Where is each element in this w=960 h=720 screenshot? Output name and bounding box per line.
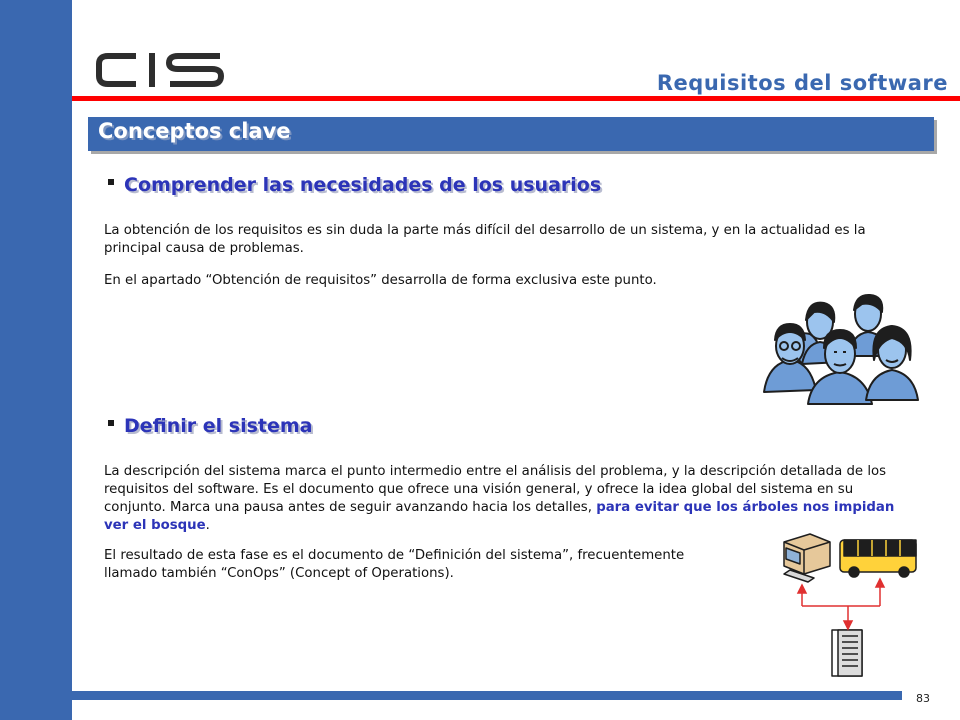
topic-heading-text: Comprender las necesidades de los usuarios: [124, 174, 602, 196]
paragraph-end: .: [205, 518, 210, 533]
section-banner: [88, 117, 934, 151]
paragraph-text: La descripción del sistema marca el punto intermedio entre el análisis del problema, y la descripción detallada de los requisitos del software. Es el documento que ofrece una visión general, y ofrece la idea global del sistema en su conjunto. Marca una pausa antes de seguir avanzando hacia los detalles,: [104, 464, 887, 515]
topic-heading-system: [108, 415, 313, 437]
section-title: Conceptos clave: [98, 119, 291, 143]
topic-paragraph: La obtención de los requisitos es sin duda la parte más difícil del desarrollo de un sistema, y en la actualidad es la principal causa de problemas.: [104, 223, 866, 256]
cis-logo: [94, 50, 226, 92]
connector-lines: [798, 579, 884, 629]
paragraph-emphasis: para evitar que los árboles nos impidan ver el bosque: [104, 500, 895, 533]
bullet-icon: [108, 420, 114, 426]
footer-bar: [72, 691, 902, 700]
page-number: 83: [916, 692, 930, 705]
computer-icon: [784, 534, 830, 582]
group-of-people-icon: [762, 290, 922, 406]
topic-paragraph: En el apartado “Obtención de requisitos” desarrolla de forma exclusiva este punto.: [104, 273, 657, 288]
bullet-icon: [108, 179, 114, 185]
slide-title: Requisitos del software: [656, 71, 948, 95]
left-decorative-bar: [0, 0, 72, 720]
bus-icon: [840, 540, 916, 577]
topic-heading-text: Definir el sistema: [124, 415, 313, 437]
topic-heading-users: [108, 174, 601, 196]
system-diagram-illustration: [770, 526, 930, 682]
server-cabinet-icon: [832, 630, 862, 676]
topic-paragraph: El resultado de esta fase es el documento de “Definición del sistema”, frecuentemente llamado también “ConOps” (Concept of Operations).: [104, 548, 685, 581]
topic-paragraph: [104, 463, 919, 535]
header-divider: [72, 96, 960, 101]
